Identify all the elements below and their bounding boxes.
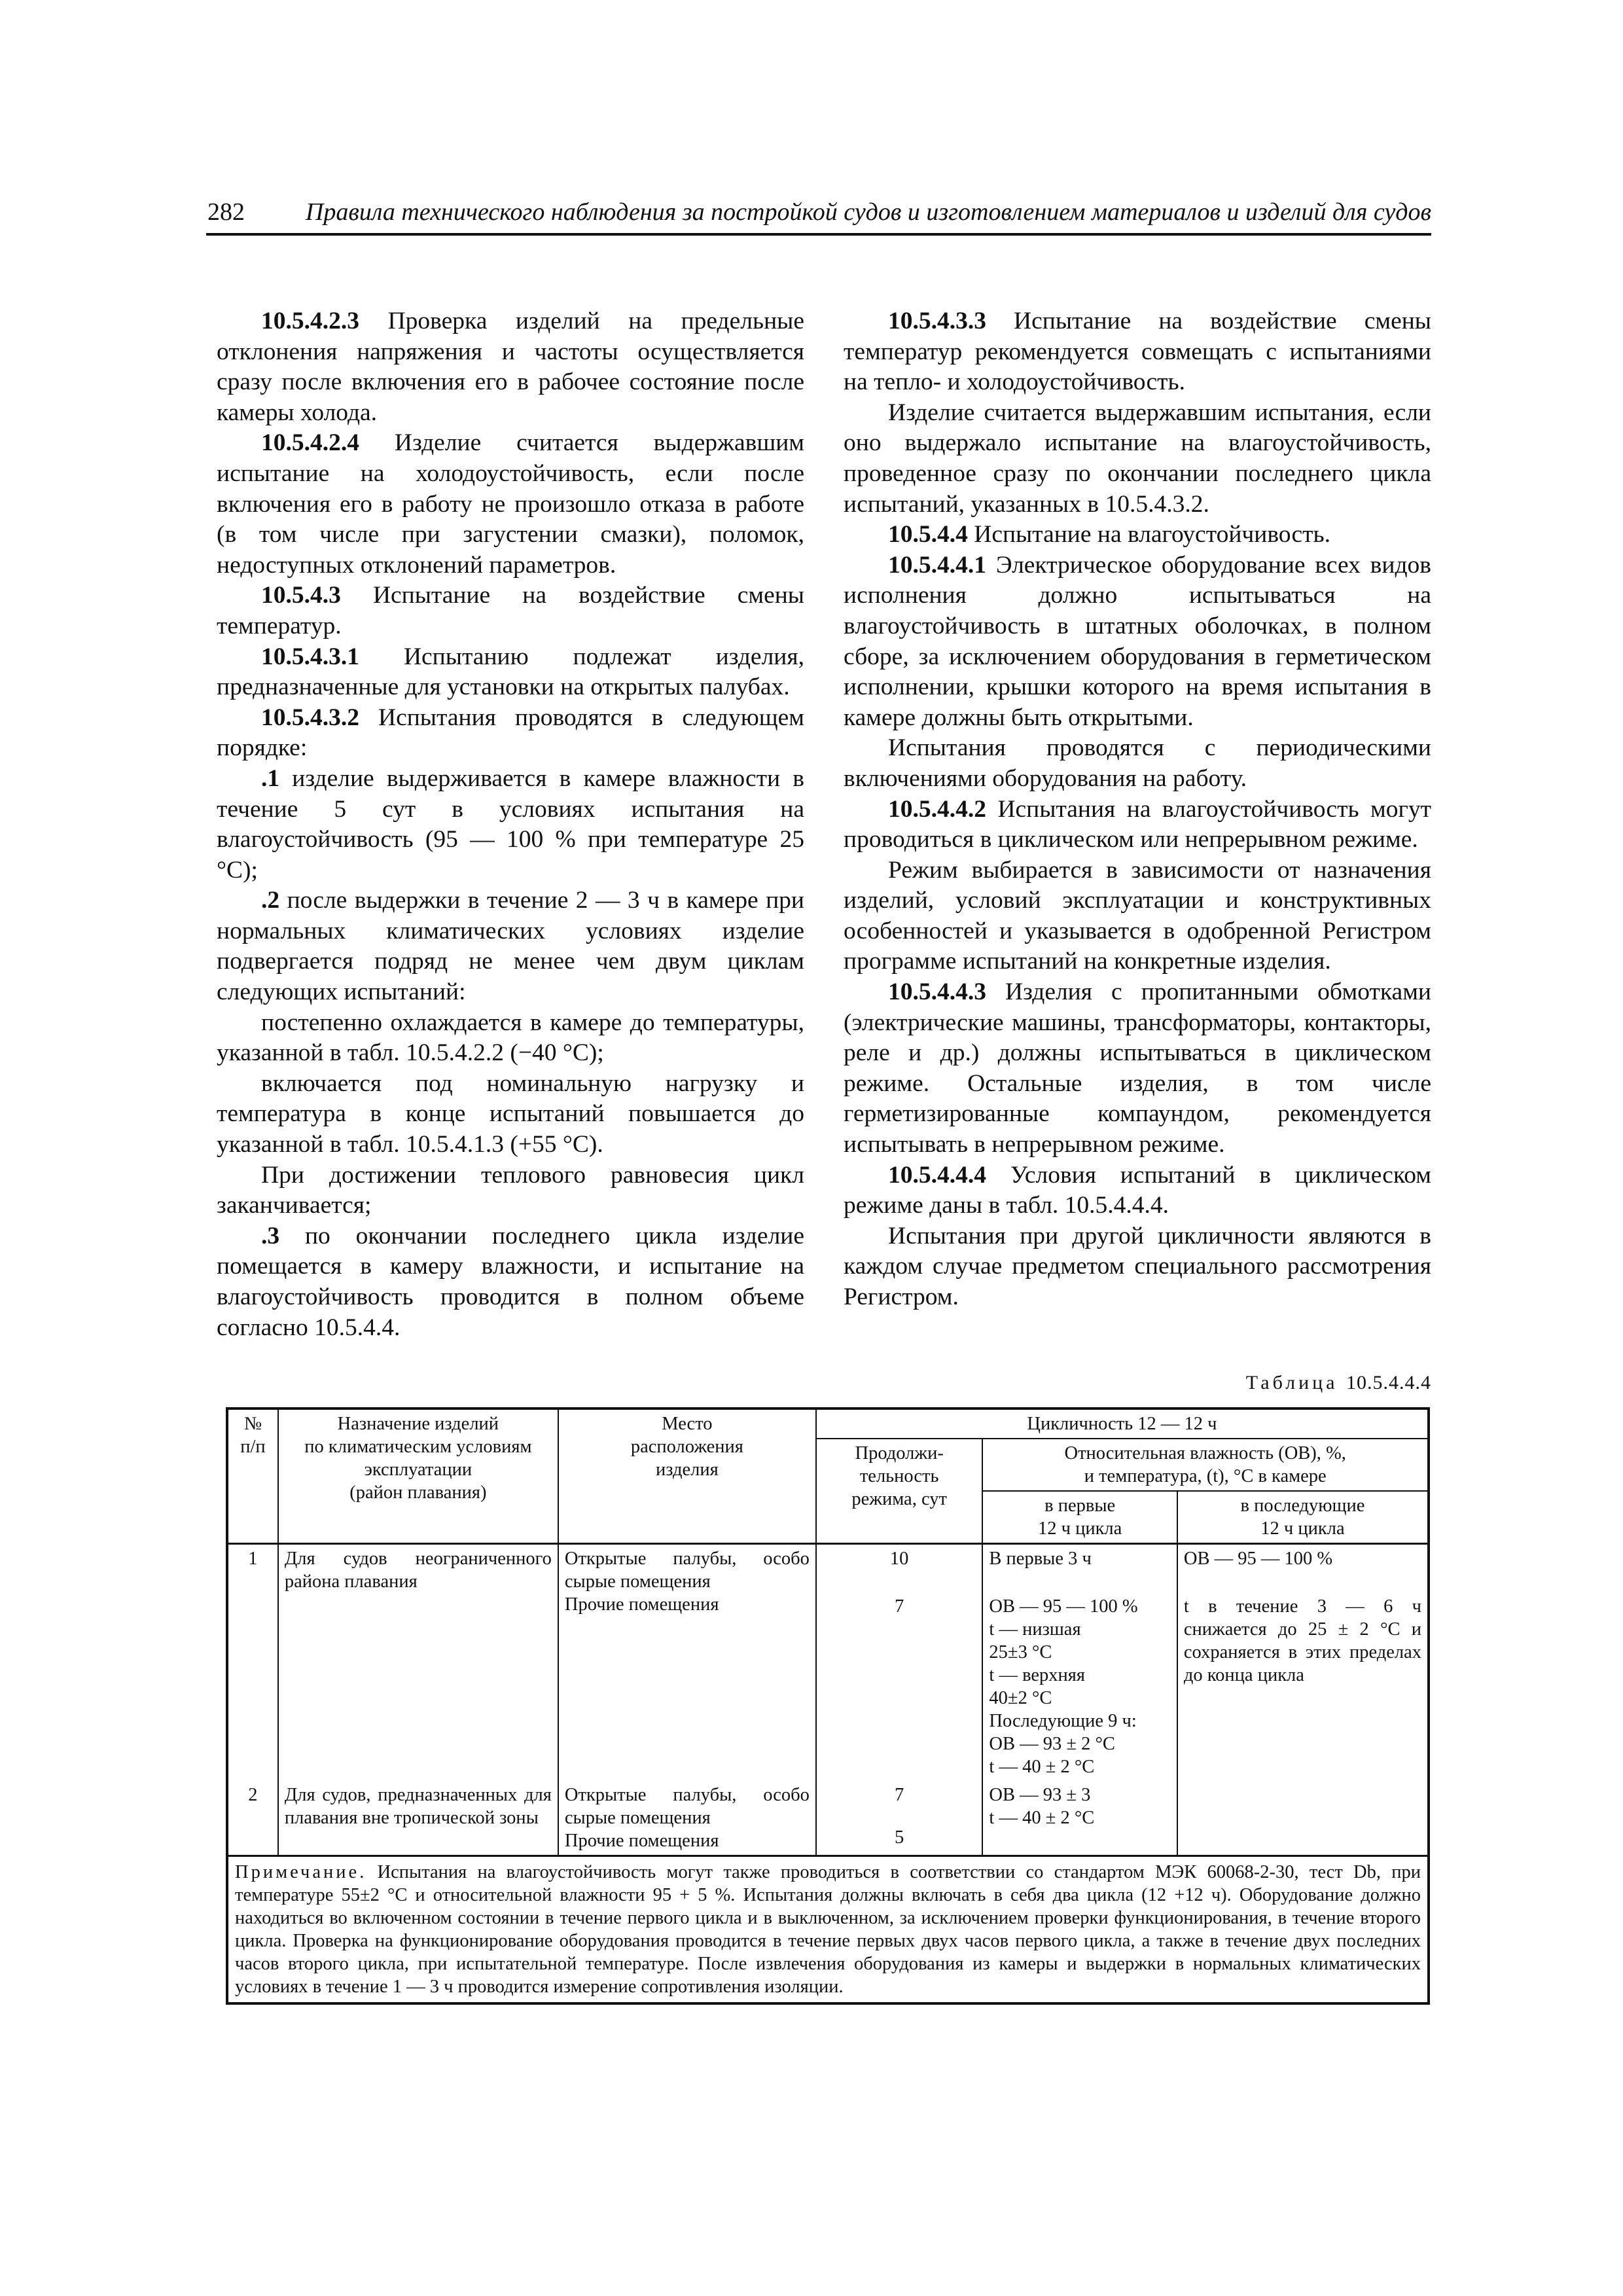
paragraph: включается под номинальную нагрузку и температура в конце испытаний повышается до указанной в табл. 10.5.4.1.3 (+55 °C). xyxy=(217,1069,804,1158)
clause-number: 10.5.4.3.1 xyxy=(261,643,359,670)
row-purpose: Для судов, предназначенных для плавания вне тропической зоны xyxy=(278,1781,558,1856)
paragraph: При достижении теплового равновесия цикл заканчивается; xyxy=(217,1161,804,1219)
header-purpose: Назначение изделий по климатическим условиям эксплуатации (район плавания) xyxy=(278,1408,558,1544)
row-location: Открытые палубы, особо сырые помещения Прочие помещения xyxy=(558,1544,816,1782)
paragraph: Испытания проводятся с периодическими включениями оборудования на работу. xyxy=(844,734,1431,792)
table-row xyxy=(227,1544,1429,1782)
paragraph: 10.5.4.3.2 Испытания проводятся в следующем порядке: xyxy=(217,704,804,762)
paragraph: .2 после выдержки в течение 2 — 3 ч в камере при нормальных климатических условиях изделие подвергается подряд не менее чем двум циклам следующих испытаний: xyxy=(217,887,804,1006)
row-duration: 7 5 xyxy=(816,1781,983,1856)
paragraph: 10.5.4.2.4 Изделие считается выдержавшим испытание на холодоустойчивость, если после включения его в работу не произошло отказа в работе (в том числе при загустении смазки), поломок, недоступных отклонений параметров. xyxy=(217,429,804,579)
paragraph: 10.5.4.4 Испытание на влагоустойчивость. xyxy=(888,521,1330,548)
paragraph: 10.5.4.4.2 Испытания на влагоустойчивость могут проводиться в циклическом или непрерывном режиме. xyxy=(844,795,1431,853)
clause-number: 10.5.4.4.4 xyxy=(888,1161,986,1189)
header-duration: Продолжи- тельность режима, сут xyxy=(816,1439,983,1544)
row-location: Открытые палубы, особо сырые помещения Прочие помещения xyxy=(558,1781,816,1856)
right-column xyxy=(844,306,1431,1313)
table-note xyxy=(227,1856,1429,2004)
paragraph: 10.5.4.3.1 Испытанию подлежат изделия, предназначенные для установки на открытых палубах. xyxy=(217,643,804,701)
list-number: .1 xyxy=(261,764,280,792)
clause-number: 10.5.4.4.3 xyxy=(888,978,986,1006)
page-header xyxy=(206,196,1431,236)
clause-number: 10.5.4.2.3 xyxy=(261,308,359,334)
list-number: .3 xyxy=(261,1222,280,1249)
paragraph: 10.5.4.4.3 Изделия с пропитанными обмотками (электрические машины, трансформаторы, контакторы, реле и др.) должны испытываться в циклическом режиме. Остальные изделия, в том числе герметизированные компаундом, рекомендуется испытывать в непрерывном режиме. xyxy=(844,978,1431,1158)
left-column xyxy=(217,306,804,1343)
table-caption-label: Таблица xyxy=(1245,1372,1338,1393)
header-no: № п/п xyxy=(227,1408,278,1544)
paragraph: 10.5.4.2.3 Проверка изделий на предельные отклонения напряжения и частоты осуществляется сразу после включения его в рабочее состояние после камеры холода. xyxy=(217,308,804,426)
header-cyclicity: Цикличность 12 — 12 ч xyxy=(816,1408,1429,1439)
row-purpose: Для судов неограниченного района плавания xyxy=(278,1544,558,1782)
note-label: Примечание. xyxy=(235,1862,367,1882)
paragraph: 10.5.4.4.4 Условия испытаний в циклическом режиме даны в табл. 10.5.4.4.4. xyxy=(844,1161,1431,1219)
clause-number: 10.5.4.4.1 xyxy=(888,551,986,579)
test-conditions-table xyxy=(226,1407,1430,2005)
header-first-12h: в первые 12 ч цикла xyxy=(982,1491,1177,1544)
list-number: .2 xyxy=(261,887,280,914)
paragraph: постепенно охлаждается в камере до температуры, указанной в табл. 10.5.4.2.2 (−40 °C); xyxy=(217,1009,804,1067)
clause-number: 10.5.4.4.2 xyxy=(888,795,986,823)
clause-number: 10.5.4.4 xyxy=(888,521,968,548)
row-duration: 10 7 xyxy=(816,1544,983,1782)
table-header-row xyxy=(227,1408,1429,1439)
row-next-12h: ОВ — 95 — 100 % t в течение 3 — 6 ч снижается до 25 ± 2 °C и сохраняется в этих пределах до конца цикла xyxy=(1177,1544,1429,1856)
table-caption-number: 10.5.4.4.4 xyxy=(1346,1372,1431,1393)
clause-number: 10.5.4.2.4 xyxy=(261,429,359,457)
paragraph: 10.5.4.4.1 Электрическое оборудование всех видов исполнения должно испытываться на влагоустойчивость в штатных оболочках, в полном сборе, за исключением оборудования в герметическом исполнении, крышки которого на время испытания в камере должны быть открытыми. xyxy=(844,551,1431,731)
paragraph: Испытания при другой цикличности являются в каждом случае предметом специального рассмотрения Регистром. xyxy=(844,1222,1431,1310)
note-text: Испытания на влагоустойчивость могут также проводиться в соответствии со стандартом МЭК 60068-2-30, тест Db, при температуре 55±2 °C и относительной влажности 95 + 5 %. Испытания должны включать в себя два цикла (12 +12 ч). Оборудование должно находиться во включенном состоянии в течение первого цикла и в выключенном, за исключением проверки функционирования, в течение второго цикла. Проверка на функционирование оборудования проводится в течение первых двух часов первого цикла, а также в течение двух последних часов второго цикла, при испытательной температуре. После извлечения оборудования из камеры и выдержки в нормальных климатических условиях в течение 1 — 3 ч проводится измерение сопротивления изоляции. xyxy=(235,1862,1421,1997)
table-caption xyxy=(1113,1372,1431,1394)
header-humidity: Относительная влажность (ОВ), %, и температура, (t), °C в камере xyxy=(982,1439,1429,1491)
table-note-row xyxy=(227,1856,1429,2004)
paragraph: Режим выбирается в зависимости от назначения изделий, условий эксплуатации и конструктивных особенностей и указывается в одобренной Регистром программе испытаний на конкретные изделия. xyxy=(844,856,1431,975)
row-number: 1 xyxy=(227,1544,278,1782)
page-number: 282 xyxy=(207,198,245,226)
paragraph: .3 по окончании последнего цикла изделие помещается в камеру влажности, и испытание на влагоустойчивость проводится в полном объеме согласно 10.5.4.4. xyxy=(217,1222,804,1341)
header-location: Место расположения изделия xyxy=(558,1408,816,1544)
row-first-12h: В первые 3 ч ОВ — 95 — 100 % t — низшая 25±3 °C t — верхняя 40±2 °C Последующие 9 ч: ОВ — 93 ± 2 °C t — 40 ± 2 °C xyxy=(982,1544,1177,1782)
running-title: Правила технического наблюдения за постройкой судов и изготовлением материалов и изделий для судов xyxy=(305,198,1431,226)
paragraph: .1 изделие выдерживается в камере влажности в течение 5 сут в условиях испытания на влагоустойчивость (95 — 100 % при температуре 25 °C); xyxy=(217,764,804,884)
row-number: 2 xyxy=(227,1781,278,1856)
paragraph: 10.5.4.3.3 Испытание на воздействие смены температур рекомендуется совмещать с испытаниями на тепло- и холодоустойчивость. xyxy=(844,308,1431,396)
clause-number: 10.5.4.3.2 xyxy=(261,704,359,731)
clause-number: 10.5.4.3.3 xyxy=(888,308,986,334)
paragraph: 10.5.4.3 Испытание на воздействие смены температур. xyxy=(217,582,804,639)
header-next-12h: в последующие 12 ч цикла xyxy=(1177,1491,1429,1544)
row-first-12h: ОВ — 93 ± 3 t — 40 ± 2 °C xyxy=(982,1781,1177,1856)
paragraph: Изделие считается выдержавшим испытания, если оно выдержало испытание на влагоустойчивость, проведенное сразу по окончании последнего цикла испытаний, указанных в 10.5.4.3.2. xyxy=(844,399,1431,518)
clause-number: 10.5.4.3 xyxy=(261,582,341,609)
